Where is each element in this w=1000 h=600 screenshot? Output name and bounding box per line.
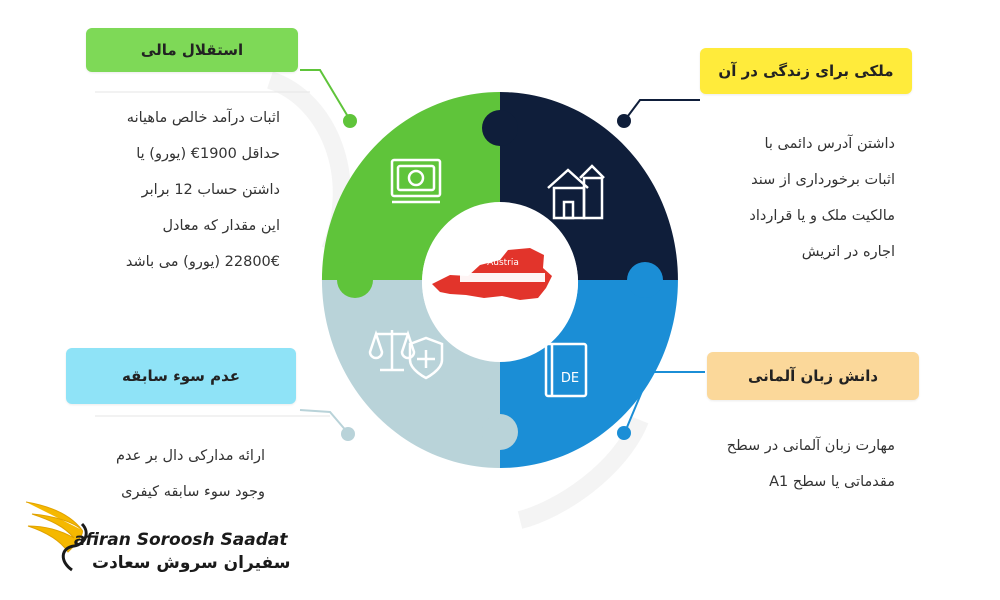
language-box xyxy=(707,352,919,400)
record-box xyxy=(66,348,296,404)
map-label: Austria xyxy=(487,258,519,268)
property-line: اثبات برخورداری از سند xyxy=(751,172,895,188)
property-line: اجاره در اتریش xyxy=(801,244,895,260)
property-text xyxy=(700,126,895,270)
property-line: مالکیت ملک و یا قرارداد xyxy=(749,208,895,224)
financial-text xyxy=(80,100,280,280)
financial-line: این مقدار که معادل xyxy=(162,218,280,234)
record-title: عدم سوء سابقه xyxy=(121,367,241,385)
financial-box xyxy=(86,28,298,72)
puzzle-ring xyxy=(300,70,700,490)
record-line: ارائه مدارکی دال بر عدم xyxy=(115,448,265,464)
logo-persian: سفیران سروش سعادت xyxy=(92,553,291,573)
financial-line: داشتن حساب 12 برابر xyxy=(141,182,280,198)
language-text xyxy=(700,428,895,500)
financial-line: حداقل 1900€ (یورو) یا xyxy=(136,146,280,162)
financial-line: اثبات درآمد خالص ماهیانه xyxy=(126,110,280,126)
book-label: DE xyxy=(560,371,580,386)
property-title: ملکی برای زندگی در آن xyxy=(718,62,894,80)
financial-title: استقلال مالی xyxy=(140,41,244,59)
property-box xyxy=(700,48,912,94)
record-line: وجود سوء سابقه کیفری xyxy=(121,484,265,500)
property-line: داشتن آدرس دائمی با xyxy=(764,136,895,152)
language-line: مهارت زبان آلمانی در سطح xyxy=(726,438,895,454)
language-line: مقدماتی یا سطح A1 xyxy=(769,474,895,490)
logo-english: afiran Soroosh Saadat xyxy=(74,530,288,550)
language-title: دانش زبان آلمانی xyxy=(747,367,879,385)
financial-line: 22800€ (یورو) می باشد xyxy=(125,254,280,270)
